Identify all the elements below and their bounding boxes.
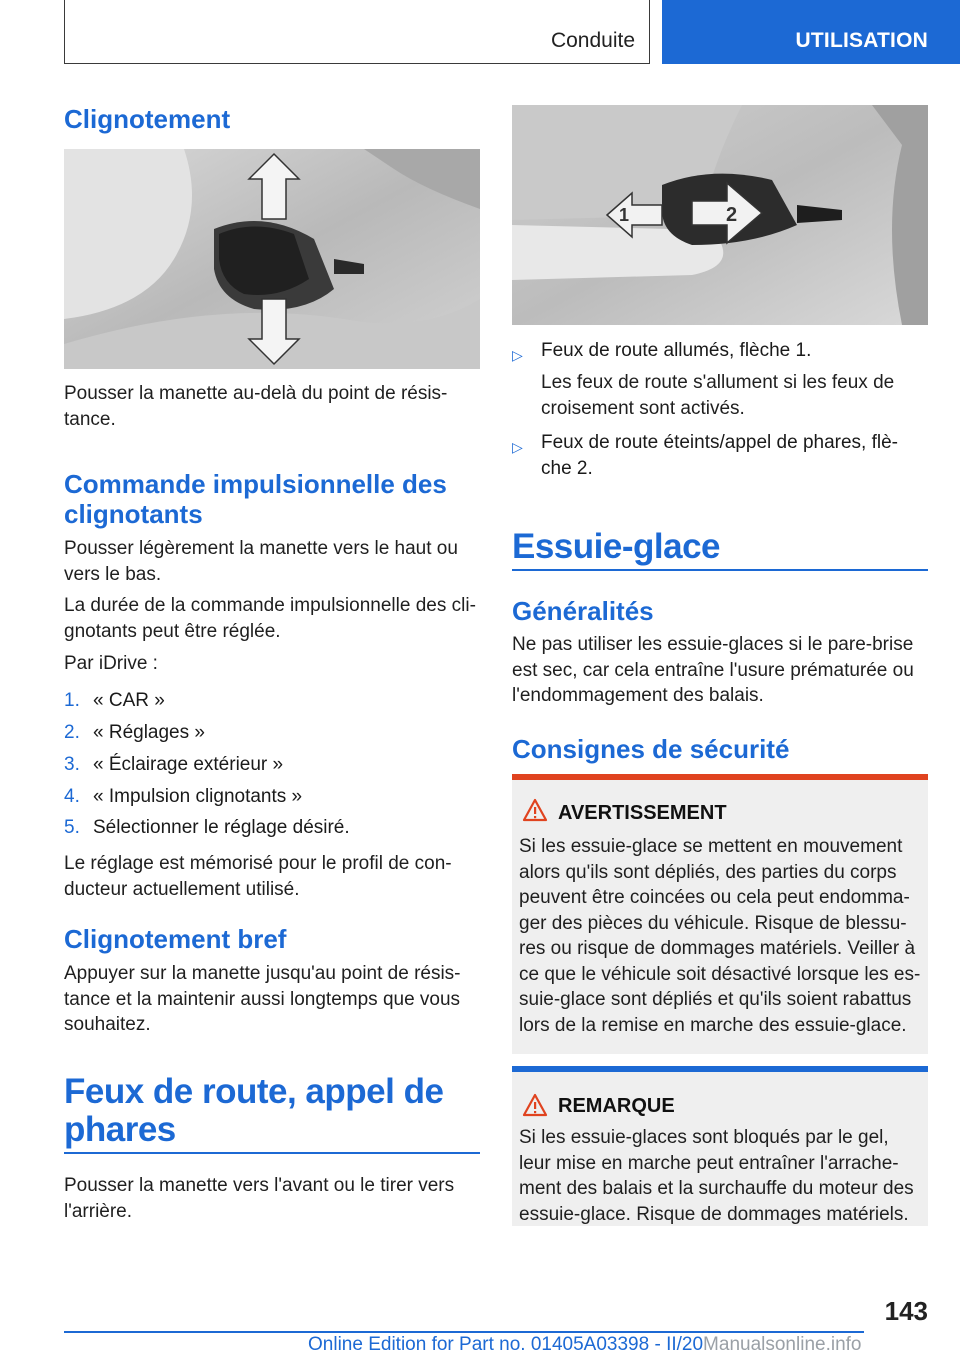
list-number: 2. xyxy=(64,722,80,743)
heading-feux-de-route: Feux de route, appel de phares xyxy=(64,1072,444,1149)
paragraph-feux: Pousser la manette vers l'avant ou le tirer vers l'arrière. xyxy=(64,1175,455,1222)
heading-clignotement: Clignotement xyxy=(64,104,231,134)
heading-clignotement-bref: Clignotement bref xyxy=(64,924,287,954)
list-text: Sélectionner le réglage désiré. xyxy=(93,817,350,838)
heading-generalites: Généralités xyxy=(512,596,654,626)
page-number: 143 xyxy=(884,1296,928,1326)
heading-rule xyxy=(512,569,928,571)
notice-box xyxy=(512,1066,928,1226)
warning-triangle-icon xyxy=(522,1093,548,1117)
bullet-main: Feux de route éteints/appel de phares, flè- che 2. xyxy=(541,432,899,479)
bullet-triangle-icon: ▷ xyxy=(512,347,523,363)
footer-edition-text: Online Edition for Part no. 01405A03398 - II/20 xyxy=(308,1334,704,1355)
stalk-forward-back-illustration xyxy=(512,105,928,325)
list-text: « CAR » xyxy=(93,690,165,711)
list-item xyxy=(64,752,480,777)
footer-edition xyxy=(308,1334,862,1356)
heading-commande-impulsionnelle: Commande impulsionnelle des clignotants xyxy=(64,469,447,529)
paragraph-impulsion-2: La durée de la commande impulsionnelle des cli- gnotants peut être réglée. xyxy=(64,595,476,642)
header-chapter-tab xyxy=(662,0,960,64)
bullet-triangle-icon: ▷ xyxy=(512,439,523,455)
arrow-label-1: 1 xyxy=(619,205,630,225)
high-beam-stalk-image xyxy=(512,105,928,325)
header-chapter-label: UTILISATION xyxy=(795,29,928,52)
paragraph-memorise: Le réglage est mémorisé pour le profil de con- ducteur actuellement utilisé. xyxy=(64,853,452,900)
header-section xyxy=(64,0,650,64)
list-text: « Éclairage extérieur » xyxy=(93,754,284,775)
stalk-up-down-illustration xyxy=(64,149,480,369)
notice-text: Si les essuie-glaces sont bloqués par le gel, leur mise en marche peut entraîner l'arrache- ment des balais et la surchauffe du moteur des essuie-glace. Risque de dommages matériels. xyxy=(519,1127,914,1225)
warning-bar xyxy=(512,774,928,780)
paragraph-impulsion-1: Pousser légèrement la manette vers le haut ou vers le bas. xyxy=(64,538,458,585)
warning-triangle-icon xyxy=(522,798,548,822)
list-number: 5. xyxy=(64,817,80,838)
list-text: « Réglages » xyxy=(93,722,205,743)
list-item xyxy=(64,688,480,713)
list-item xyxy=(512,338,928,364)
footer-watermark: Manualsonline.info xyxy=(703,1334,862,1355)
arrow-label-2: 2 xyxy=(726,204,738,226)
list-number: 3. xyxy=(64,754,80,775)
bullet-sub: Les feux de route s'allument si les feux de croisement sont activés. xyxy=(541,372,895,419)
list-number: 1. xyxy=(64,690,80,711)
list-text: « Impulsion clignotants » xyxy=(93,786,303,807)
warning-box xyxy=(512,774,928,1054)
heading-consignes: Consignes de sécurité xyxy=(512,734,790,764)
warning-title: AVERTISSEMENT xyxy=(558,802,727,824)
heading-rule xyxy=(64,1152,480,1154)
notice-title: REMARQUE xyxy=(558,1095,675,1117)
warning-text: Si les essuie-glace se mettent en mouvement alors qu'ils sont dépliés, des parties du corps peuvent être coincées ou cela peut endomma- ger des pièces du véhicule. Risque de blessu- res ou risque de dommages matériels. Veiller à ce que le véhicule soit désactivé lorsque les es- suie-glace sont dépliés et qu'ils soient rabattus lors de la remise en marche des essuie-glace. xyxy=(519,836,921,1036)
heading-essuie-glace: Essuie-glace xyxy=(512,527,720,566)
paragraph-pousser: Pousser la manette au-delà du point de résis- tance. xyxy=(64,383,448,430)
footer-rule xyxy=(64,1331,864,1333)
list-item xyxy=(64,815,480,840)
bullet-main: Feux de route allumés, flèche 1. xyxy=(541,340,812,361)
list-item xyxy=(512,430,928,482)
list-number: 4. xyxy=(64,786,80,807)
paragraph-generalites: Ne pas utiliser les essuie-glaces si le pare-brise est sec, car cela entraîne l'usure prématurée ou l'endommagement des balais. xyxy=(512,634,914,706)
list-item xyxy=(64,784,480,809)
notice-bar xyxy=(512,1066,928,1072)
list-item xyxy=(64,720,480,745)
header-section-label: Conduite xyxy=(550,29,635,52)
paragraph-idrive: Par iDrive : xyxy=(64,653,158,674)
paragraph-bref: Appuyer sur la manette jusqu'au point de résis- tance et la maintenir aussi longtemps que vous souhaitez. xyxy=(64,963,461,1035)
turn-signal-stalk-image xyxy=(64,149,480,369)
